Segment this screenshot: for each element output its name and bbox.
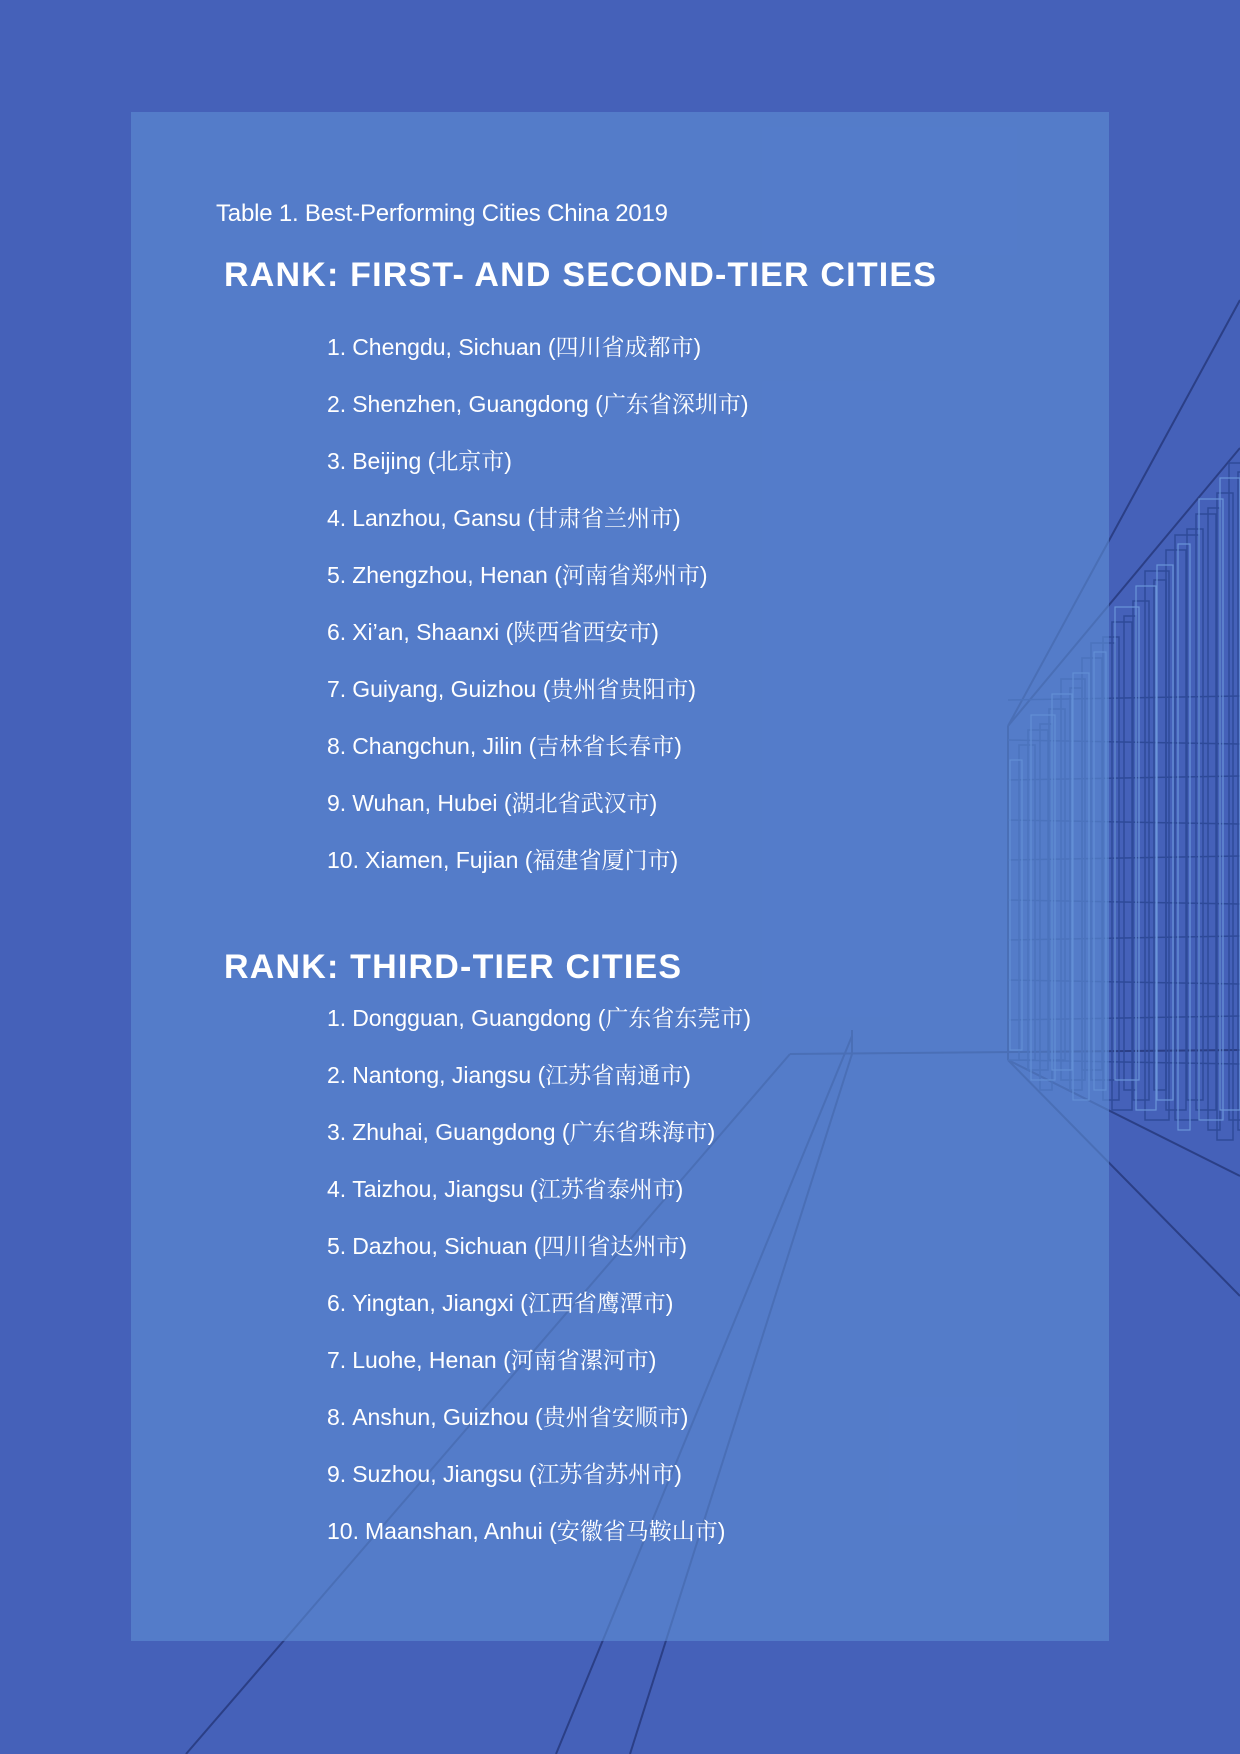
list-item: 4. Taizhou, Jiangsu (江苏省泰州市) xyxy=(327,1176,684,1202)
list-item: 2. Nantong, Jiangsu (江苏省南通市) xyxy=(327,1062,691,1088)
list-item: 3. Beijing (北京市) xyxy=(327,448,512,474)
list-item: 10. Maanshan, Anhui (安徽省马鞍山市) xyxy=(327,1518,726,1544)
list-item: 8. Changchun, Jilin (吉林省长春市) xyxy=(327,733,682,759)
list-item: 6. Yingtan, Jiangxi (江西省鹰潭市) xyxy=(327,1290,674,1316)
table-caption: Table 1. Best-Performing Cities China 2019 xyxy=(216,200,668,227)
list-item: 9. Suzhou, Jiangsu (江苏省苏州市) xyxy=(327,1461,682,1487)
third-tier-list xyxy=(327,1002,757,1572)
list-item: 7. Guiyang, Guizhou (贵州省贵阳市) xyxy=(327,676,697,702)
list-item: 4. Lanzhou, Gansu (甘肃省兰州市) xyxy=(327,505,681,531)
list-item: 7. Luohe, Henan (河南省漯河市) xyxy=(327,1347,657,1373)
list-item: 5. Zhengzhou, Henan (河南省郑州市) xyxy=(327,562,708,588)
list-item: 6. Xi’an, Shaanxi (陕西省西安市) xyxy=(327,619,659,645)
list-item: 5. Dazhou, Sichuan (四川省达州市) xyxy=(327,1233,688,1259)
list-item: 8. Anshun, Guizhou (贵州省安顺市) xyxy=(327,1404,689,1430)
list-item: 1. Dongguan, Guangdong (广东省东莞市) xyxy=(327,1005,752,1031)
section-heading-third-tier: RANK: THIRD-TIER CITIES xyxy=(224,948,683,986)
list-item: 2. Shenzhen, Guangdong (广东省深圳市) xyxy=(327,391,749,417)
section-heading-first-second-tier: RANK: FIRST- AND SECOND-TIER CITIES xyxy=(224,256,938,294)
list-item: 3. Zhuhai, Guangdong (广东省珠海市) xyxy=(327,1119,716,1145)
first-second-tier-list xyxy=(327,331,755,901)
list-item: 10. Xiamen, Fujian (福建省厦门市) xyxy=(327,847,679,873)
list-item: 9. Wuhan, Hubei (湖北省武汉市) xyxy=(327,790,658,816)
list-item: 1. Chengdu, Sichuan (四川省成都市) xyxy=(327,334,702,360)
